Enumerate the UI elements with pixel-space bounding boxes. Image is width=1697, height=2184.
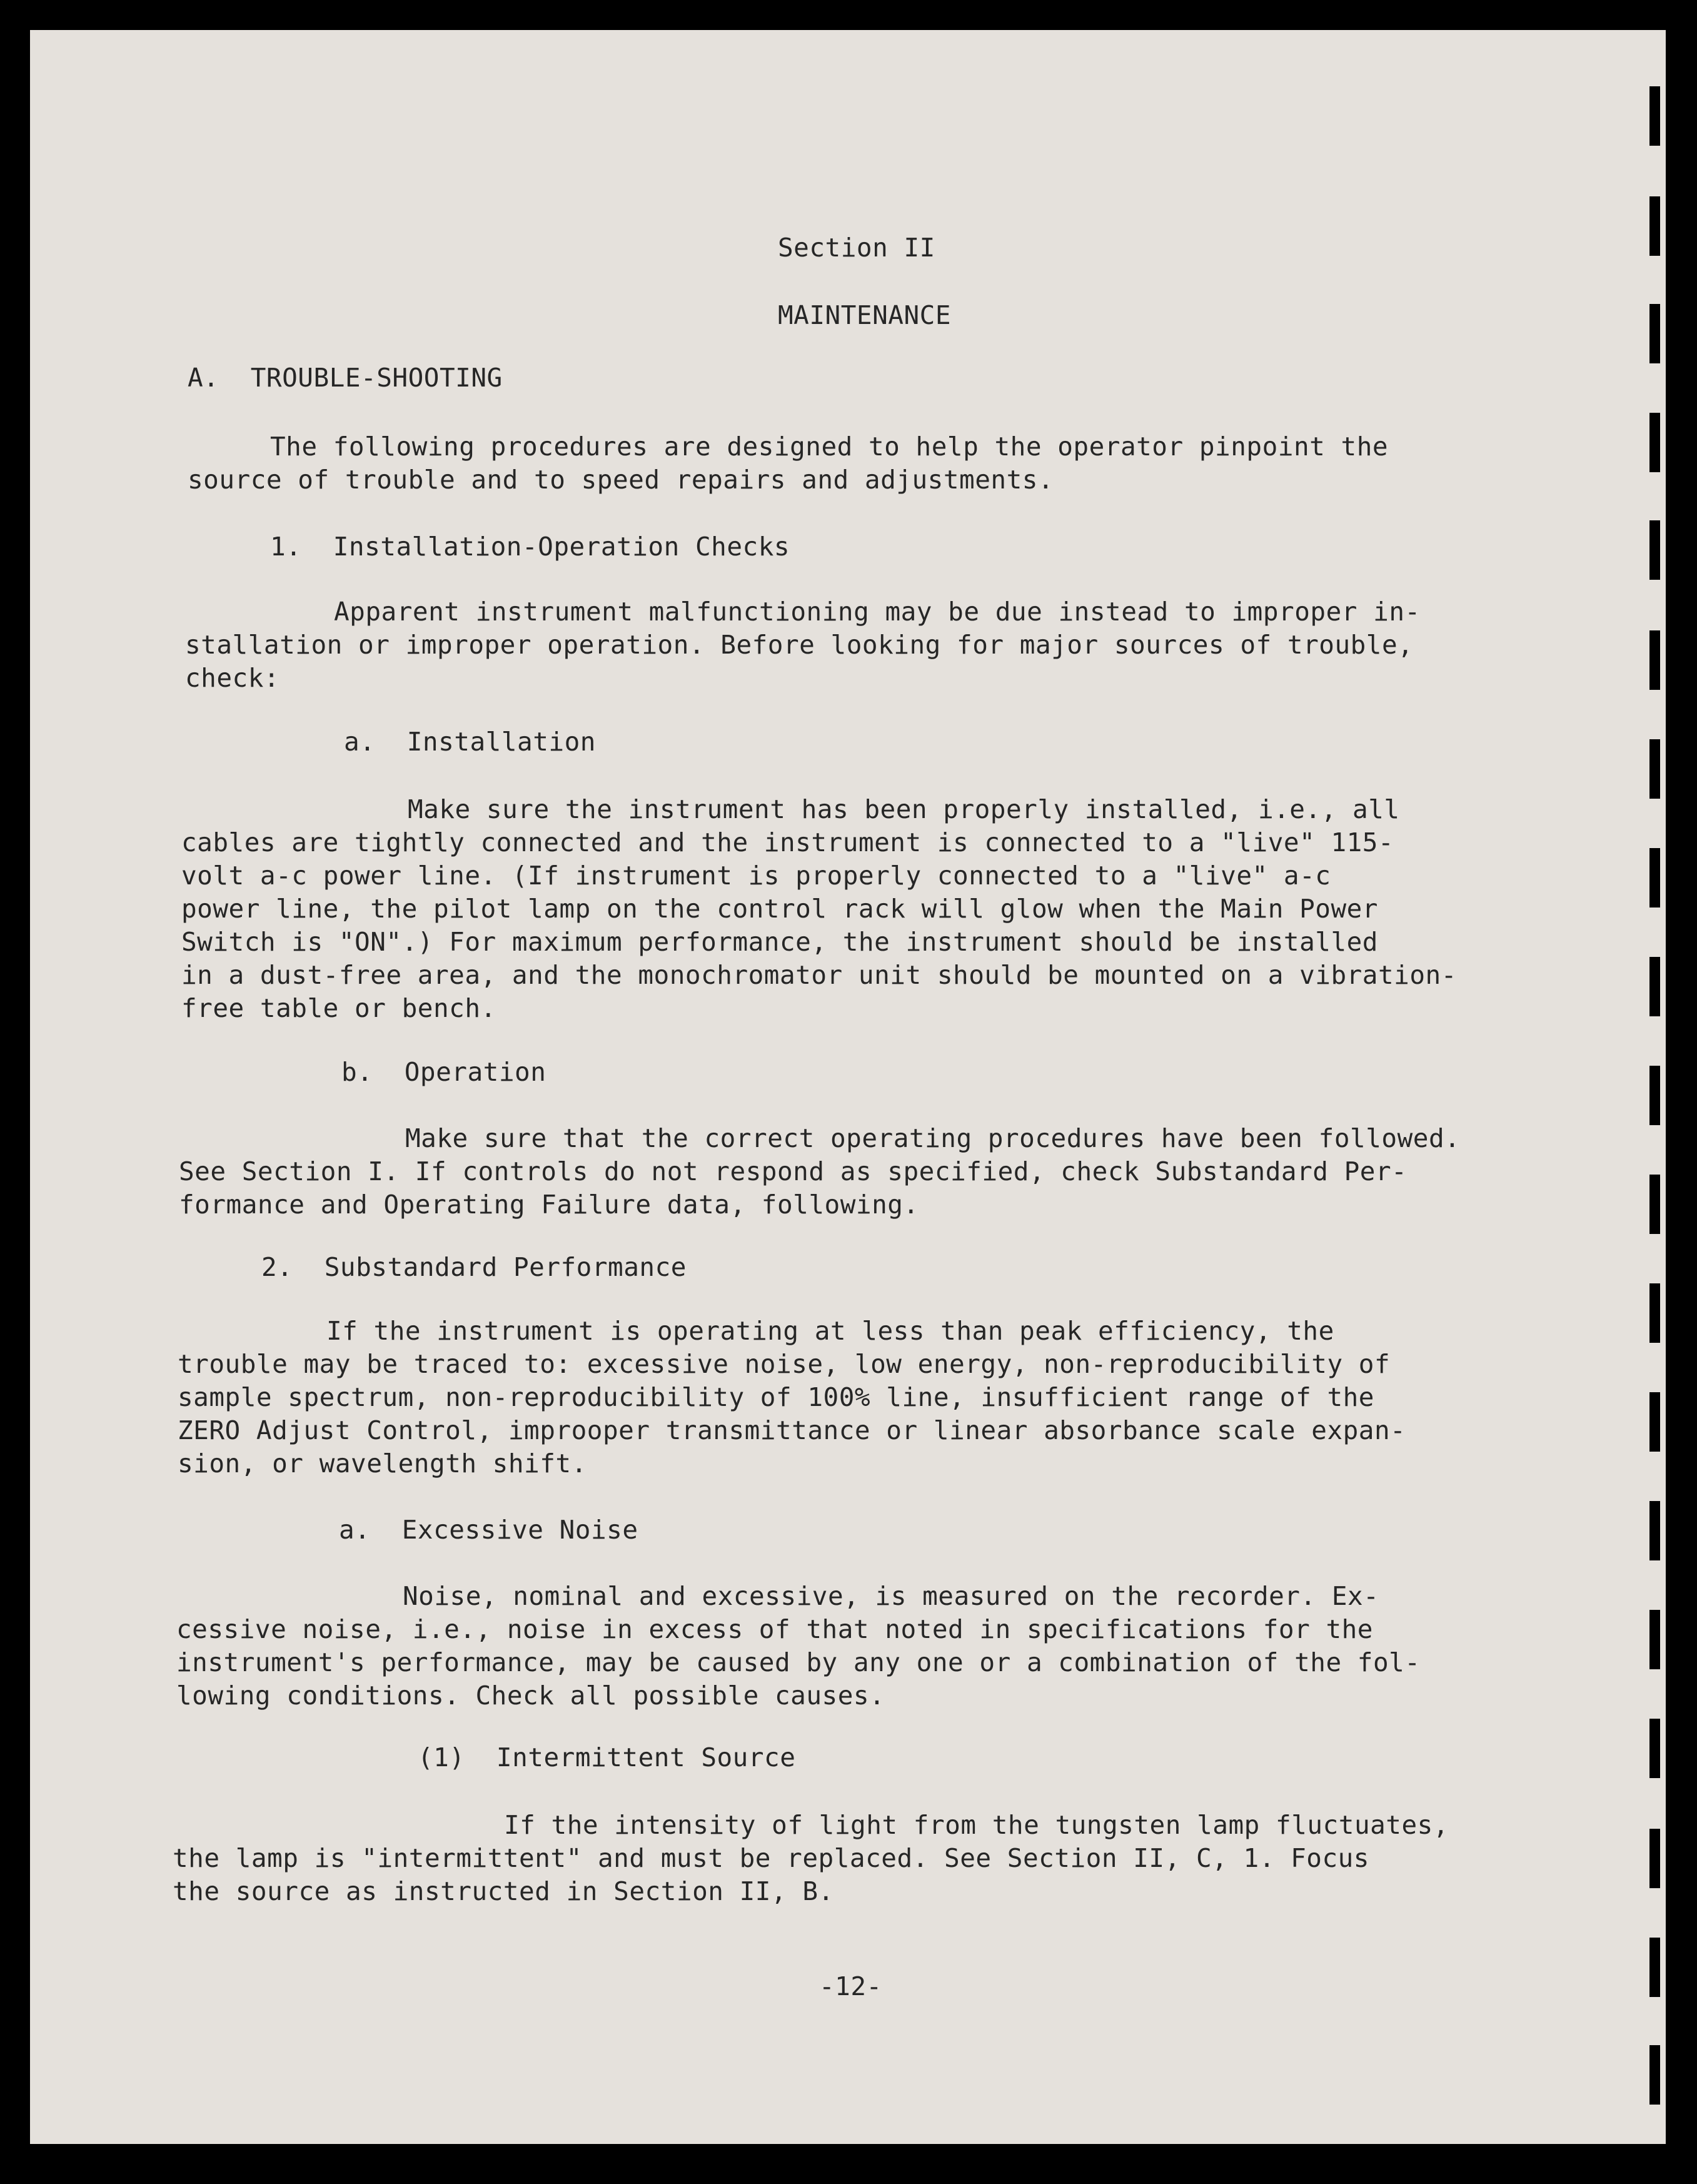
paragraph-line: instrument's performance, may be caused by any one or a combination of the fol-	[176, 1647, 1421, 1677]
paragraph-line: If the instrument is operating at less than peak efficiency, the	[326, 1316, 1334, 1346]
paragraph-line: lowing conditions. Check all possible causes.	[176, 1681, 885, 1711]
binding-mark	[1649, 739, 1660, 799]
heading-installation-operation-checks: 1. Installation-Operation Checks	[270, 532, 790, 562]
heading-intermittent-source: (1) Intermittent Source	[418, 1742, 796, 1772]
paragraph-line: sample spectrum, non-reproducibility of 100% line, insufficient range of the	[178, 1382, 1374, 1412]
binding-mark	[1649, 630, 1660, 690]
paragraph-line: stallation or improper operation. Before looking for major sources of trouble,	[185, 630, 1414, 660]
excessive-noise-paragraph	[176, 1580, 1421, 1712]
binding-mark	[1649, 196, 1660, 256]
substandard-performance-paragraph	[178, 1315, 1406, 1480]
heading-substandard-performance: 2. Substandard Performance	[261, 1252, 687, 1282]
binding-mark	[1649, 1283, 1660, 1343]
paragraph-line: check:	[185, 663, 280, 693]
paragraph-line: See Section I. If controls do not respond as specified, check Substandard Per-	[179, 1156, 1407, 1186]
paragraph-line: cables are tightly connected and the instrument is connected to a "live" 115-	[181, 827, 1394, 857]
binding-mark	[1649, 1719, 1660, 1778]
binding-mark	[1649, 1938, 1660, 1997]
paragraph-line: If the intensity of light from the tungsten lamp fluctuates,	[504, 1810, 1449, 1840]
page-number: -12-	[819, 1971, 882, 2001]
paragraph-line: power line, the pilot lamp on the control rack will glow when the Main Power	[181, 894, 1378, 924]
paragraph-line: the source as instructed in Section II, B.	[173, 1876, 834, 1906]
binding-mark	[1649, 957, 1660, 1016]
heading-excessive-noise: a. Excessive Noise	[339, 1515, 638, 1545]
paragraph-line: Make sure the instrument has been properly installed, i.e., all	[408, 794, 1400, 824]
paragraph-line: trouble may be traced to: excessive noise, low energy, non-reproducibility of	[178, 1349, 1391, 1379]
binding-mark	[1649, 1392, 1660, 1452]
paragraph-line: in a dust-free area, and the monochromator unit should be mounted on a vibration-	[181, 960, 1457, 990]
paragraph-line: The following procedures are designed to help the operator pinpoint the	[270, 432, 1389, 462]
paragraph-line: cessive noise, i.e., noise in excess of that noted in specifications for the	[176, 1614, 1373, 1644]
paragraph-line: formance and Operating Failure data, following.	[179, 1190, 919, 1220]
binding-mark	[1649, 2045, 1660, 2105]
binding-mark	[1649, 304, 1660, 363]
paragraph-line: free table or bench.	[181, 993, 496, 1023]
paragraph-line: volt a-c power line. (If instrument is properly connected to a "live" a-c	[181, 861, 1331, 891]
document-page	[30, 30, 1666, 2144]
paragraph-line: ZERO Adjust Control, improoper transmittance or linear absorbance scale expan-	[178, 1415, 1406, 1445]
binding-mark	[1649, 1175, 1660, 1234]
binding-mark	[1649, 1829, 1660, 1888]
paragraph-line: source of trouble and to speed repairs and adjustments.	[188, 465, 1054, 495]
section-label: Section II	[778, 233, 935, 263]
paragraph-line: Make sure that the correct operating procedures have been followed.	[405, 1123, 1461, 1153]
paragraph-line: Apparent instrument malfunctioning may be due instead to improper in-	[334, 597, 1421, 627]
paragraph-line: Switch is "ON".) For maximum performance, the instrument should be installed	[181, 927, 1378, 957]
binding-mark	[1649, 413, 1660, 472]
intermittent-source-paragraph	[173, 1809, 1449, 1908]
paragraph-line: Noise, nominal and excessive, is measured on the recorder. Ex-	[403, 1581, 1379, 1611]
heading-installation: a. Installation	[344, 727, 596, 757]
paragraph-line: the lamp is "intermittent" and must be replaced. See Section II, C, 1. Focus	[173, 1843, 1369, 1873]
heading-trouble-shooting: A. TROUBLE-SHOOTING	[188, 363, 503, 393]
installation-operation-paragraph	[185, 595, 1421, 695]
paragraph-line: sion, or wavelength shift.	[178, 1448, 587, 1479]
intro-paragraph	[188, 430, 1388, 497]
binding-mark	[1649, 1610, 1660, 1669]
binding-mark	[1649, 848, 1660, 907]
binding-mark	[1649, 520, 1660, 580]
chapter-title: MAINTENANCE	[778, 300, 952, 330]
heading-operation: b. Operation	[341, 1057, 546, 1087]
binding-mark	[1649, 1501, 1660, 1560]
binding-mark	[1649, 86, 1660, 146]
operation-paragraph	[179, 1122, 1460, 1221]
binding-mark	[1649, 1066, 1660, 1125]
installation-paragraph	[181, 793, 1457, 1025]
